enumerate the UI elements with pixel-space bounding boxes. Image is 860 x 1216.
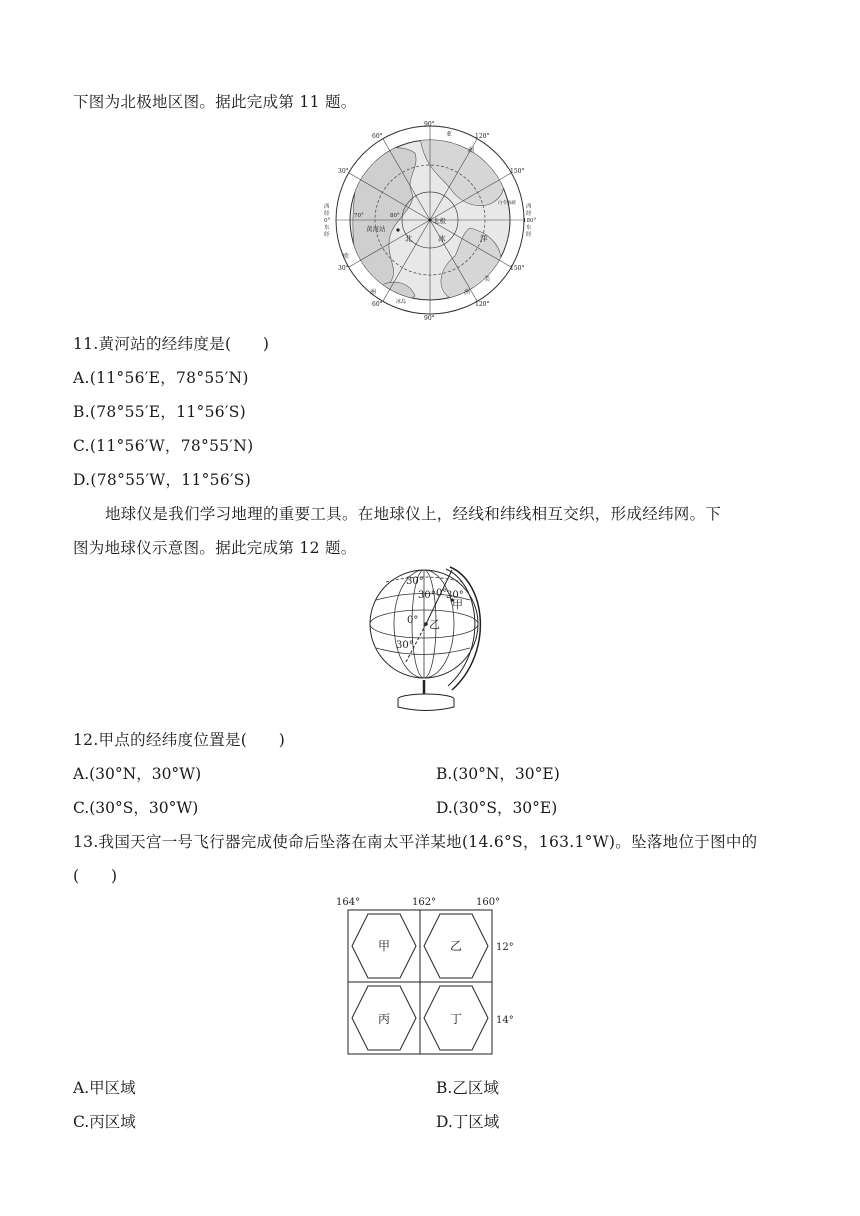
ocean-label: 冰 [438, 234, 446, 243]
west-east-label: 东 [324, 225, 330, 231]
q11-option-a[interactable]: A.(11°56′E，78°55′N) [73, 369, 249, 387]
globe-label-jia: 甲 [452, 598, 463, 611]
lon-label: 150° [510, 265, 525, 272]
lat-label: 70° [354, 213, 364, 219]
grid-top-label: 162° [412, 897, 437, 908]
q12-option-d[interactable]: D.(30°S，30°E) [436, 799, 558, 817]
place-label: 白令海峡 [498, 201, 516, 206]
globe-label: 30° [396, 640, 414, 651]
grid-top-label: 164° [336, 897, 361, 908]
globe-label-yi: 乙 [429, 618, 440, 631]
lat-label: 80° [390, 213, 400, 219]
globe [366, 562, 496, 717]
west-east-label: 经 [324, 211, 330, 217]
region-label-jia: 甲 [378, 939, 391, 953]
q13-stem-line1: 13.我国天宫一号飞行器完成使命后坠落在南太平洋某地(14.6°S，163.1°W)。坠落地位于图中的 [73, 833, 758, 851]
q12-stem: 12.甲点的经纬度位置是( ) [73, 731, 286, 749]
west-east-label: 经 [526, 232, 532, 238]
arctic-map-figure [320, 118, 540, 327]
q12-option-a[interactable]: A.(30°N，30°W) [73, 765, 202, 783]
q12-option-b[interactable]: B.(30°N，30°E) [436, 765, 560, 783]
west-east-label: 经 [324, 232, 330, 238]
lat-lon-grid [334, 892, 524, 1057]
west-east-label: 180° [523, 218, 537, 224]
lon-label: 60° [372, 133, 383, 140]
ocean-label: 洋 [480, 234, 488, 243]
lat-lon-grid-figure [334, 892, 524, 1061]
globe-figure [366, 562, 496, 721]
q11-stem: 11.黄河站的经纬度是( ) [73, 335, 270, 353]
place-label: 冰岛 [396, 299, 407, 305]
lon-label: 150° [510, 168, 525, 175]
region-label-bing: 丙 [378, 1012, 391, 1026]
q13-option-d[interactable]: D.丁区域 [436, 1113, 500, 1131]
globe-label: 0° [436, 588, 448, 599]
grid-right-label: 12° [496, 942, 514, 953]
continent-label: 美 [484, 276, 491, 283]
intro-q11: 下图为北极地区图。据此完成第 11 题。 [73, 93, 357, 111]
west-east-label: 西 [526, 204, 532, 210]
north-pole-label: 北极 [433, 217, 446, 225]
intro-q12-line1: 地球仪是我们学习地理的重要工具。在地球仪上，经线和纬线相互交织，形成经纬网。下 [105, 505, 722, 523]
lon-label: 30° [338, 265, 349, 272]
west-east-label: 西 [324, 204, 330, 210]
globe-label: 30° [418, 590, 436, 601]
globe-label: 30° [446, 590, 464, 601]
q13-option-c[interactable]: C.丙区域 [73, 1113, 136, 1131]
continent-label: 欧 [343, 253, 350, 260]
lon-label: 60° [372, 301, 383, 308]
q11-option-b[interactable]: B.(78°55′E，11°56′S) [73, 403, 246, 421]
q11-option-d[interactable]: D.(78°55′W，11°56′S) [73, 471, 252, 489]
q13-option-a[interactable]: A.甲区域 [73, 1079, 136, 1097]
q11-option-c[interactable]: C.(11°56′W，78°55′N) [73, 437, 254, 455]
continent-label: 亚 [446, 131, 453, 138]
west-east-label: 0° [324, 218, 331, 224]
q13-option-b[interactable]: B.乙区域 [436, 1079, 499, 1097]
west-east-label: 东 [526, 225, 532, 231]
lon-label: 90° [424, 315, 435, 322]
continent-label: 洲 [370, 289, 377, 296]
lon-label-top: 90° [424, 121, 435, 128]
region-label-ding: 丁 [450, 1012, 463, 1026]
grid-right-label: 14° [496, 1015, 514, 1026]
north-pole-point [429, 219, 432, 222]
lon-label: 30° [338, 168, 349, 175]
arctic-map [320, 118, 540, 323]
globe-label: 0° [407, 615, 419, 626]
continent-label: 洲 [464, 289, 471, 296]
point-yi [424, 622, 428, 626]
intro-q12-line2: 图为地球仪示意图。据此完成第 12 题。 [73, 539, 357, 557]
ocean-label: 北 [405, 234, 413, 243]
q12-option-c[interactable]: C.(30°S，30°W) [73, 799, 199, 817]
station-label: 黄河站 [366, 225, 386, 233]
lon-label: 120° [475, 301, 490, 308]
q13-stem-line2: ( ) [73, 867, 118, 885]
station-point [396, 228, 399, 231]
globe-label: 30° [406, 576, 424, 587]
west-east-label: 经 [526, 211, 532, 217]
grid-top-label: 160° [476, 897, 501, 908]
continent-label: 洲 [468, 147, 475, 154]
lon-label: 120° [475, 133, 490, 140]
region-label-yi: 乙 [450, 939, 463, 953]
